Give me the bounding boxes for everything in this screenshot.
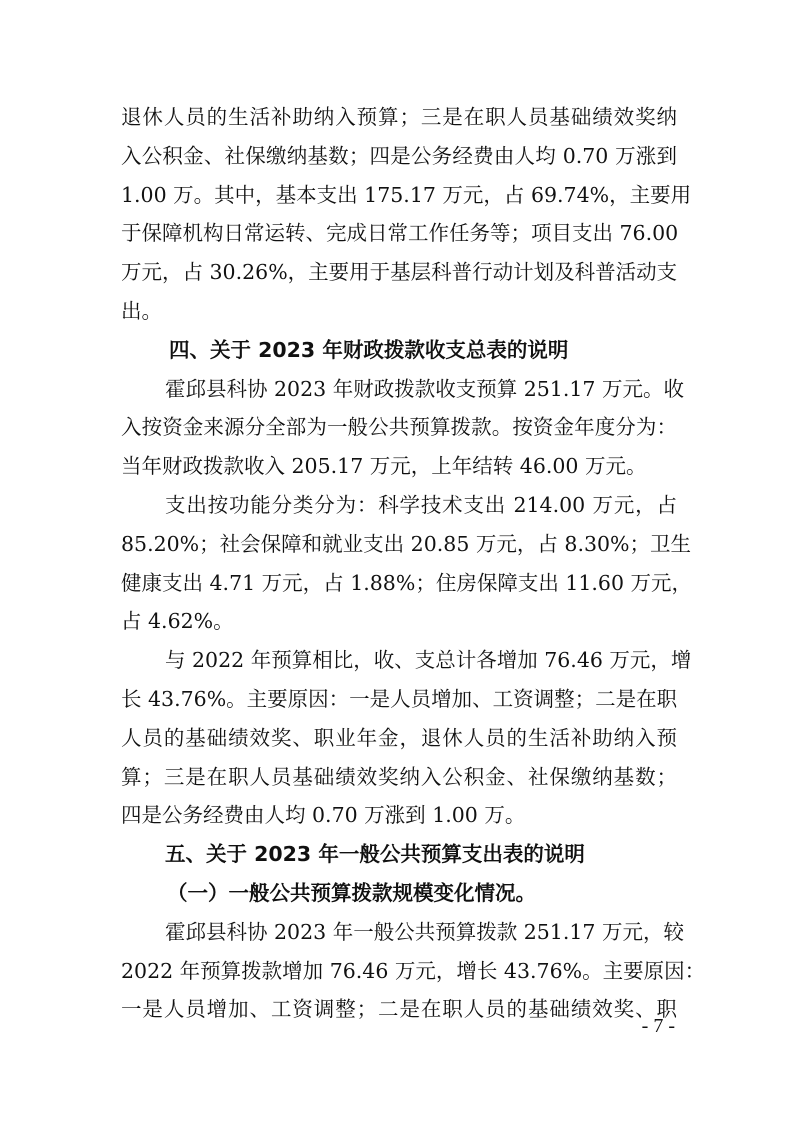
- text-line: 算；三是在职人员基础绩效奖纳入公积金、社保缴纳基数；: [121, 764, 677, 789]
- text-line: 人员的基础绩效奖、职业年金，退休人员的生活补助纳入预: [121, 725, 677, 750]
- page-number: - 7 -: [641, 1015, 675, 1037]
- text-line: 万元，占 30.26%，主要用于基层科普行动计划及科普活动支: [121, 260, 678, 285]
- text-line: 于保障机构日常运转、完成日常工作任务等；项目支出 76.00: [121, 221, 679, 246]
- text-line: 当年财政拨款收入 205.17 万元，上年结转 46.00 万元。: [121, 454, 647, 479]
- text-line: 健康支出 4.71 万元，占 1.88%；住房保障支出 11.60 万元，: [121, 570, 693, 595]
- text-line: 长 43.76%。主要原因：一是人员增加、工资调整；二是在职: [121, 686, 678, 711]
- text-line: 入公积金、社保缴纳基数；四是公务经费由人均 0.70 万涨到: [121, 143, 677, 168]
- text-line: 霍邱县科协 2023 年财政拨款收支预算 251.17 万元。收: [165, 376, 684, 401]
- document-body: [121, 98, 706, 1029]
- text-line: 退休人员的生活补助纳入预算；三是在职人员基础绩效奖纳: [121, 105, 677, 129]
- text-line: 支出按功能分类分为：科学技术支出 214.00 万元，占: [165, 492, 677, 517]
- section-heading-4: 四、关于 2023 年财政拨款收支总表的说明: [169, 337, 569, 362]
- section-heading-5: 五、关于 2023 年一般公共预算支出表的说明: [165, 842, 585, 867]
- text-line: 四是公务经费由人均 0.70 万涨到 1.00 万。: [121, 803, 526, 828]
- text-line: 一是人员增加、工资调整；二是在职人员的基础绩效奖、职: [121, 997, 677, 1022]
- text-line: 1.00 万。其中，基本支出 175.17 万元，占 69.74%，主要用: [121, 182, 692, 207]
- text-line: 2022 年预算拨款增加 76.46 万元，增长 43.76%。主要原因：: [121, 958, 706, 983]
- text-line: 霍邱县科协 2023 年一般公共预算拨款 251.17 万元，较: [165, 919, 684, 944]
- text-line: 入按资金来源分全部为一般公共预算拨款。按资金年度分为：: [121, 415, 677, 440]
- text-line: 出。: [121, 298, 162, 323]
- text-line: 占 4.62%。: [121, 609, 234, 634]
- subsection-heading-1: （一）一般公共预算拨款规模变化情况。: [167, 880, 536, 905]
- text-line: 与 2022 年预算相比，收、支总计各增加 76.46 万元，增: [165, 648, 692, 673]
- text-line: 85.20%；社会保障和就业支出 20.85 万元，占 8.30%；卫生: [121, 531, 692, 556]
